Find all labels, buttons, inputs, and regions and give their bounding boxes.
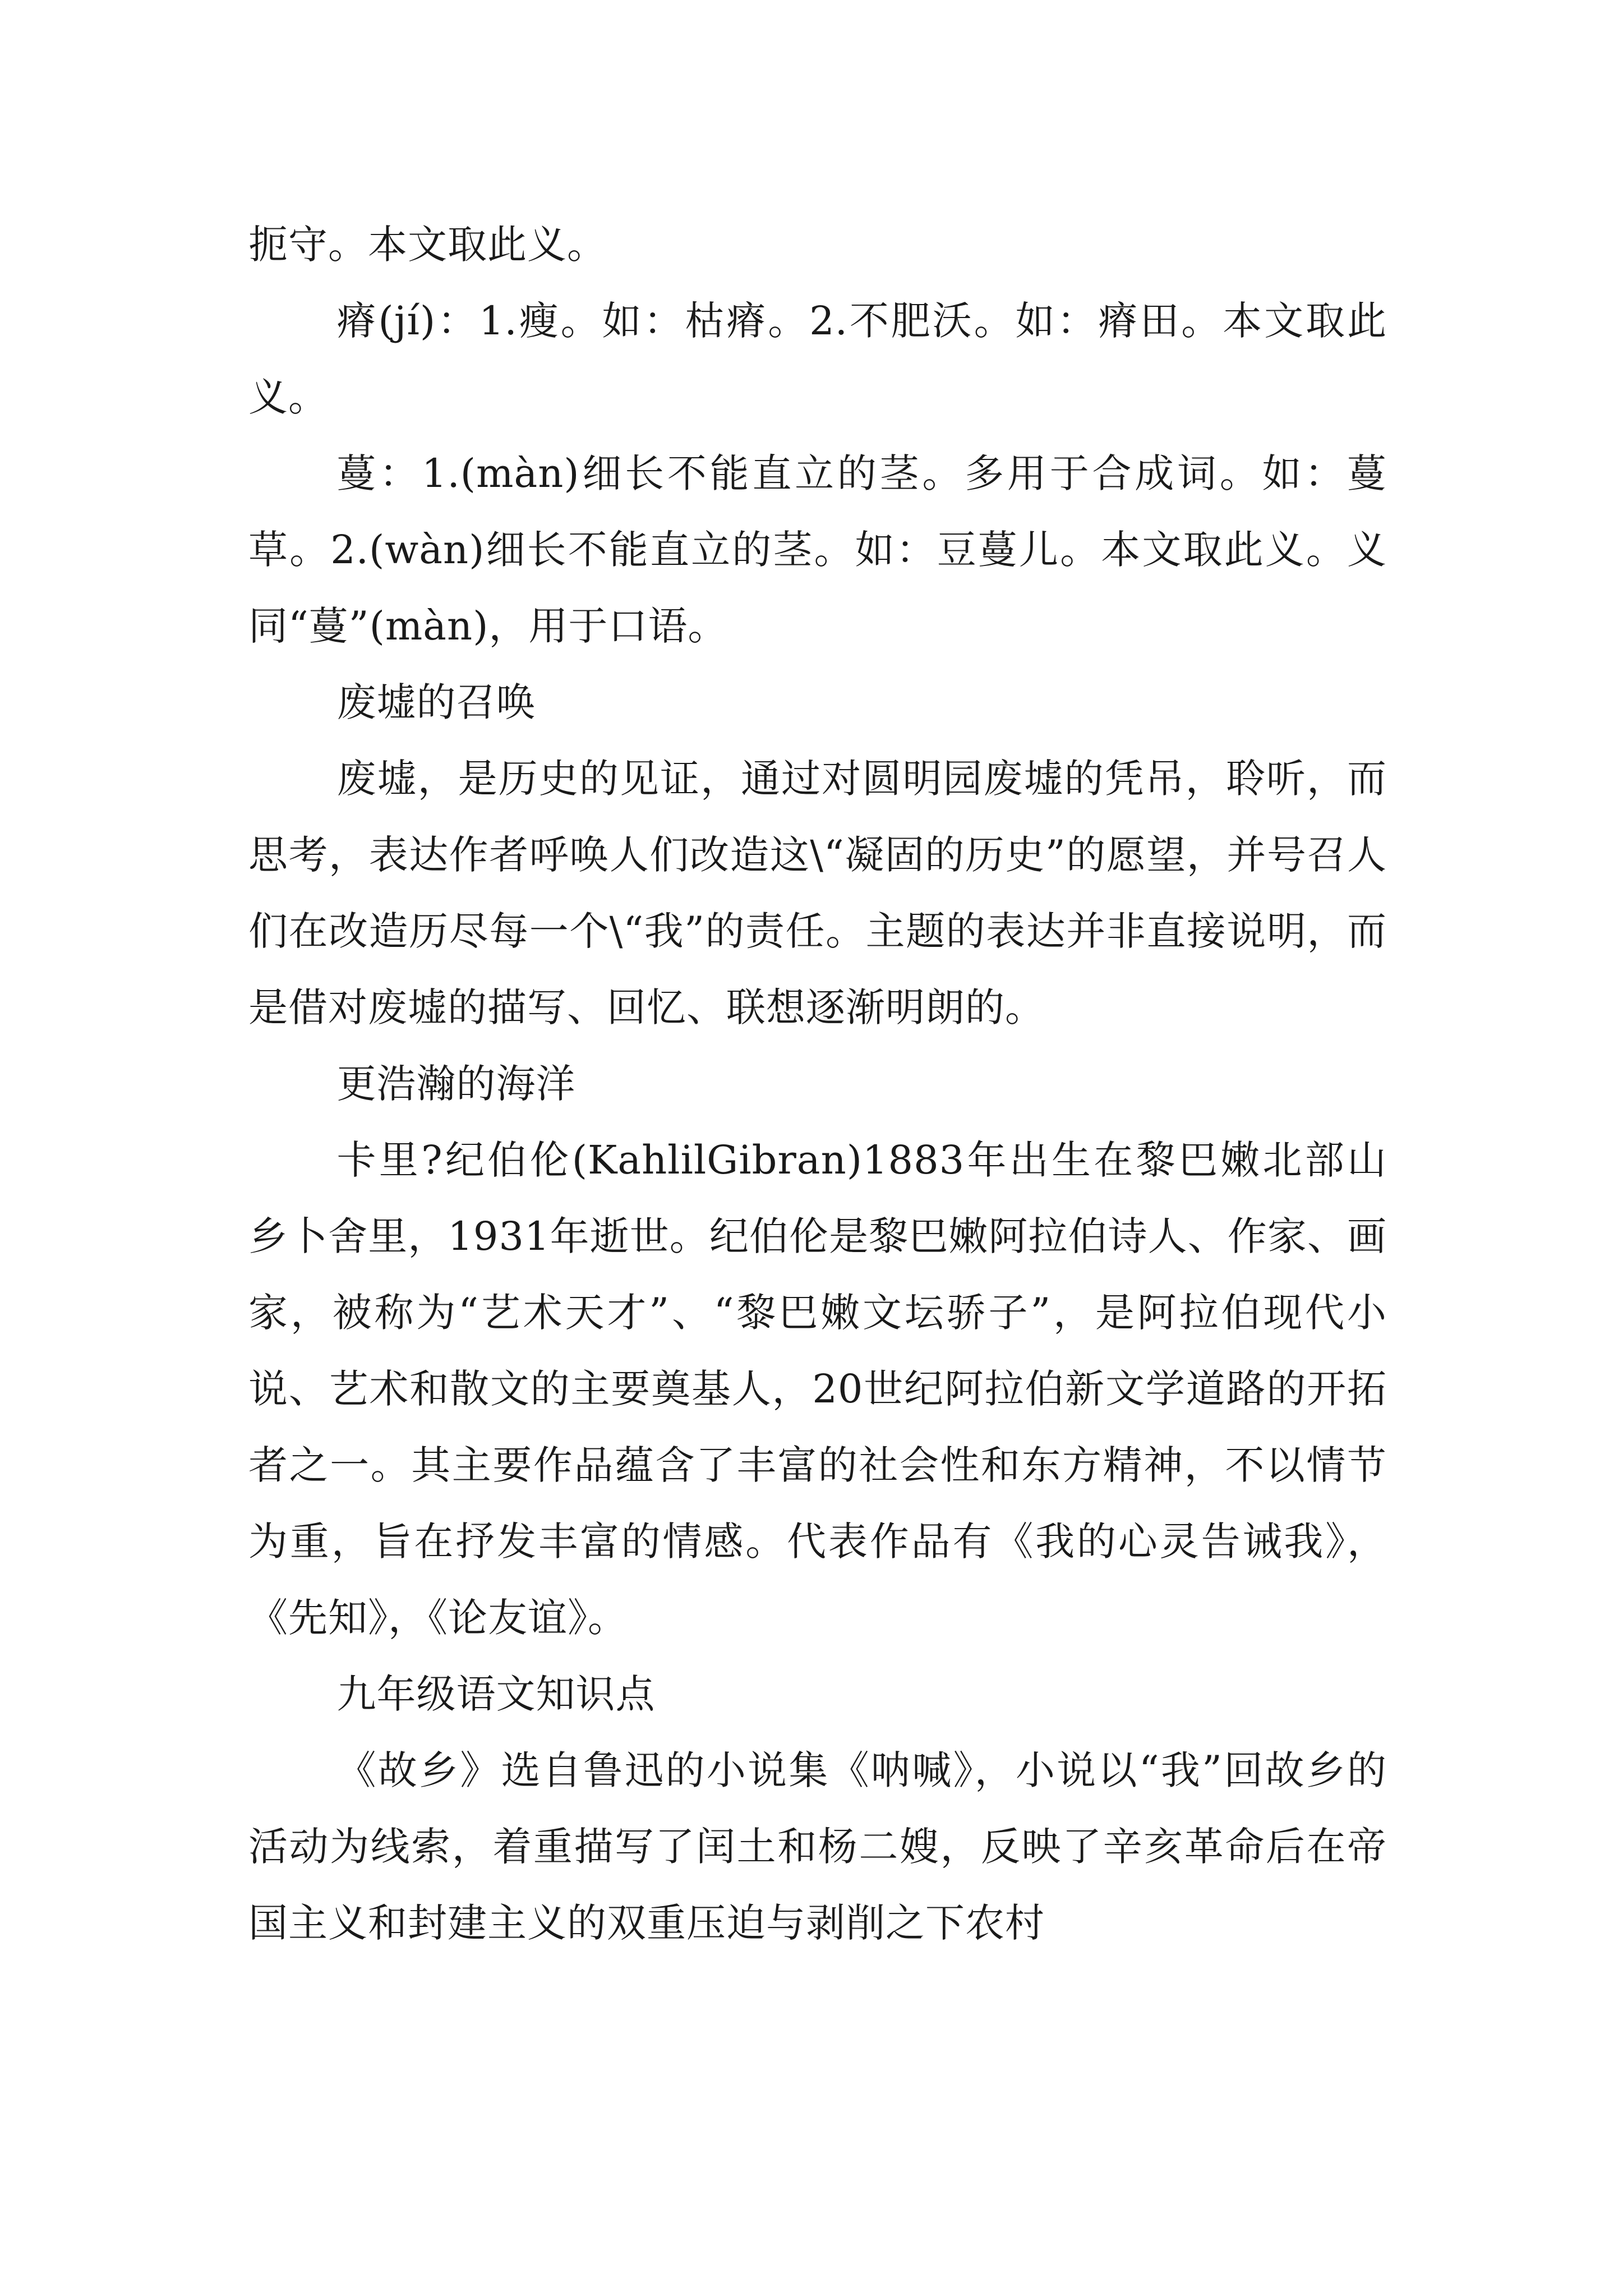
paragraph-definition-man: 蔓：1.(màn)细长不能直立的茎。多用于合成词。如：蔓草。2.(wàn)细长不能直立的茎。如：豆蔓儿。本文取此义。义同“蔓”(màn)，用于口语。 xyxy=(248,450,1387,649)
paragraph-gibran: 卡里?纪伯伦(KahlilGibran)1883年出生在黎巴嫩北部山乡卜舍里，1931年逝世。纪伯伦是黎巴嫩阿拉伯诗人、作家、画家，被称为“艺术天才”、“黎巴嫩文坛骄子”，是阿拉伯现代小说、艺术和散文的主要奠基人，20世纪阿拉伯新文学道路的开拓者之一。其主要作品蕴含了丰富的社会性和东方精神，不以情节为重，旨在抒发丰富的情感。代表作品有《我的心灵告诫我》，《先知》，《论友谊》。 xyxy=(248,1137,1387,1641)
section-title-grade9: 九年级语文知识点 xyxy=(336,1671,656,1717)
paragraph-definition-ji: 瘠(jí)：1.瘦。如：枯瘠。2.不肥沃。如：瘠田。本文取此义。 xyxy=(248,298,1387,420)
document-body xyxy=(248,206,1387,1961)
paragraph-ruins: 废墟，是历史的见证，通过对圆明园废墟的凭吊，聆听，而思考，表达作者呼唤人们改造这\“凝固的历史”的愿望，并号召人们在改造历尽每一个\“我”的责任。主题的表达并非直接说明，而是借对废墟的描写、回忆、联想逐渐明朗的。 xyxy=(248,756,1387,1030)
paragraph-hometown: 《故乡》选自鲁迅的小说集《呐喊》，小说以“我”回故乡的活动为线索，着重描写了闰土和杨二嫂，反映了辛亥革命后在帝国主义和封建主义的双重压迫与剥削之下农村 xyxy=(248,1747,1387,1946)
section-title-ruins: 废墟的召唤 xyxy=(336,679,536,725)
paragraph-continuation: 扼守。本文取此义。 xyxy=(248,222,607,268)
section-title-ocean: 更浩瀚的海洋 xyxy=(336,1061,576,1107)
